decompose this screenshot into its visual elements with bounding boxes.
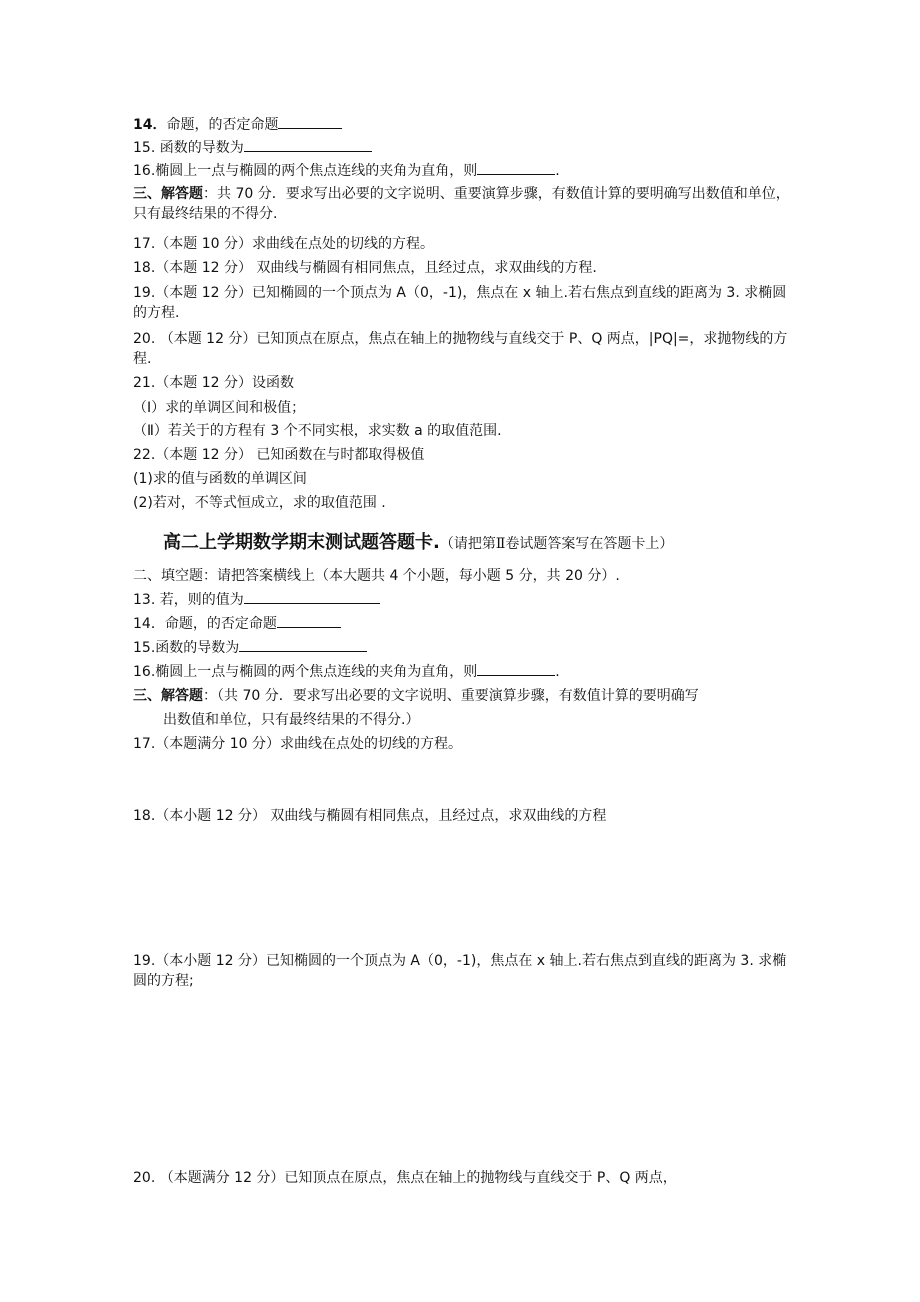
section-body: ：共 70 分．要求写出必要的文字说明、重要演算步骤，有数值计算的要明确写出数值和单位，只有最终结果的不得分.	[133, 186, 790, 222]
answer-blank	[477, 161, 555, 175]
question-22-part-1: (1)求的值与函数的单调区间	[133, 471, 307, 487]
answer-card-subtitle: （请把第Ⅱ卷试题答案写在答题卡上）	[439, 536, 674, 552]
answer-blank[interactable]	[277, 614, 341, 628]
question-17: 17.（本题 10 分）求曲线在点处的切线的方程。	[133, 236, 434, 252]
question-16	[133, 161, 560, 181]
card-question-13	[133, 590, 380, 610]
card-question-18: 18.（本小题 12 分） 双曲线与椭圆有相同焦点，且经过点，求双曲线的方程	[133, 808, 607, 824]
answer-blank[interactable]	[477, 662, 555, 676]
answer-blank[interactable]	[239, 638, 367, 652]
question-21: 21.（本题 12 分）设函数	[133, 375, 294, 391]
question-text: 13. 若，则的值为	[133, 592, 244, 608]
question-tail: .	[555, 664, 560, 680]
question-15	[133, 138, 372, 158]
card-question-14	[133, 614, 341, 634]
question-21-part-2: （Ⅱ）若关于的方程有 3 个不同实根，求实数 a 的取值范围.	[133, 423, 502, 439]
question-21-part-1: （Ⅰ）求的单调区间和极值；	[133, 400, 306, 416]
question-text: 16.椭圆上一点与椭圆的两个焦点连线的夹角为直角，则	[133, 163, 478, 179]
section-body: ：（共 70 分．要求写出必要的文字说明、重要演算步骤，有数值计算的要明确写	[203, 688, 699, 704]
question-text: 命题，的否定命题	[166, 117, 279, 133]
question-text: 15. 函数的导数为	[133, 140, 244, 156]
question-14	[133, 115, 342, 135]
question-20: 20. （本题 12 分）已知顶点在原点，焦点在轴上的抛物线与直线交于 P、Q 两点，|PQ|=，求抛物线的方程.	[133, 331, 788, 367]
question-text: 15.函数的导数为	[133, 640, 240, 656]
answer-blank[interactable]	[244, 590, 380, 604]
section-heading: 三、解答题	[133, 688, 203, 704]
question-text: 16.椭圆上一点与椭圆的两个焦点连线的夹角为直角，则	[133, 664, 478, 680]
section-heading: 三、解答题	[133, 186, 203, 202]
card-question-17: 17.（本题满分 10 分）求曲线在点处的切线的方程。	[133, 736, 462, 752]
question-22-part-2: (2)若对，不等式恒成立，求的取值范围 .	[133, 495, 386, 511]
question-tail: .	[555, 163, 560, 179]
card-question-16	[133, 662, 560, 682]
answer-blank	[278, 115, 342, 129]
card-question-19: 19.（本小题 12 分）已知椭圆的一个顶点为 A（0，-1)，焦点在 x 轴上.若右焦点到直线的距离为 3. 求椭圆的方程;	[133, 953, 787, 989]
section-3-instructions	[133, 184, 793, 224]
card-question-20: 20. （本题满分 12 分）已知顶点在原点，焦点在轴上的抛物线与直线交于 P、Q 两点，	[133, 1170, 677, 1186]
answer-card-title	[163, 528, 673, 554]
question-text: 14．命题，的否定命题	[133, 616, 277, 632]
card-section-3-line-1	[133, 686, 699, 706]
card-section-3-line-2: 出数值和单位，只有最终结果的不得分.）	[163, 712, 420, 728]
question-22: 22.（本题 12 分） 已知函数在与时都取得极值	[133, 447, 425, 463]
answer-blank	[244, 138, 372, 152]
section-2-instructions: 二、填空题：请把答案横线上（本大题共 4 个小题，每小题 5 分，共 20 分）.	[133, 568, 620, 584]
card-question-15	[133, 638, 367, 658]
question-number: 14．	[133, 117, 167, 133]
answer-card-main-title: 高二上学期数学期末测试题答题卡.	[163, 532, 440, 553]
question-19: 19.（本题 12 分）已知椭圆的一个顶点为 A（0，-1)，焦点在 x 轴上.若右焦点到直线的距离为 3. 求椭圆的方程.	[133, 285, 787, 321]
question-18: 18.（本题 12 分） 双曲线与椭圆有相同焦点，且经过点，求双曲线的方程.	[133, 260, 597, 276]
